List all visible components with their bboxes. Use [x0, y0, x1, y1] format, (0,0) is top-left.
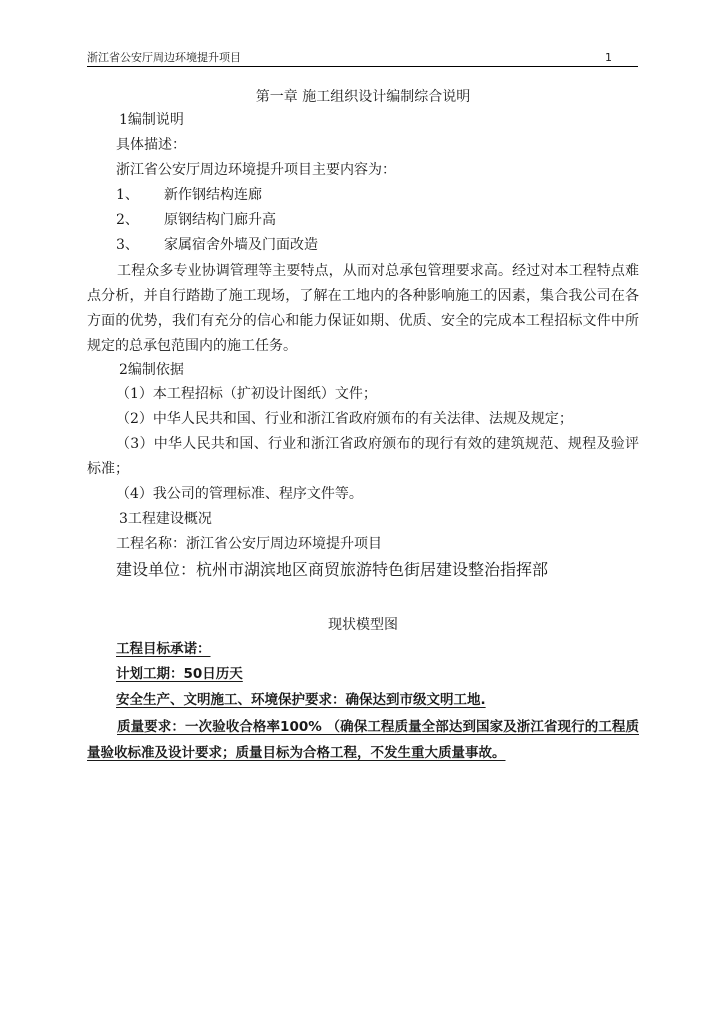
page-header	[87, 52, 638, 67]
schedule-commitment: 计划工期：50日历天	[116, 666, 243, 682]
basis-item: （4）我公司的管理标准、程序文件等。	[116, 486, 363, 502]
project-features-paragraph: 工程众多专业协调管理等主要特点，从而对总承包管理要求高。经过对本工程特点难点分析，并自行踏勘了施工现场，了解在工地内的各种影响施工的因素，集合我公司在各方面的优势，我们有充分的信心和能力保证如期、优质、安全的完成本工程招标文件中所规定的总承包范围内的施工任务。	[87, 263, 639, 354]
intro-label: 具体描述：	[116, 137, 186, 153]
header-title: 浙江省公安厅周边环境提升项目	[87, 51, 241, 64]
list-item-text: 家属宿舍外墙及门面改造	[164, 237, 318, 253]
list-item-number: 1、	[116, 187, 139, 203]
section1-heading: 1编制说明	[119, 112, 184, 128]
quality-commitment: 质量要求：一次验收合格率100% （确保工程质量全部达到国家及浙江省现行的工程质量验收标准及设计要求；质量目标为合格工程，不发生重大质量事故。	[87, 719, 639, 761]
commitments-heading: 工程目标承诺：	[116, 641, 211, 657]
section3-heading: 3工程建设概况	[119, 511, 212, 527]
basis-item: （2）中华人民共和国、行业和浙江省政府颁布的有关法律、法规及规定；	[116, 411, 573, 427]
basis-item: （3）中华人民共和国、行业和浙江省政府颁布的现行有效的建筑规范、规程及验评标准；	[87, 436, 639, 477]
list-item-number: 2、	[116, 212, 139, 228]
content-intro: 浙江省公安厅周边环境提升项目主要内容为：	[116, 162, 396, 178]
list-item-number: 3、	[116, 237, 139, 253]
figure-caption: 现状模型图	[328, 617, 398, 633]
list-item	[116, 209, 668, 231]
chapter-title: 第一章 施工组织设计编制综合说明	[255, 89, 471, 105]
basis-item: （1）本工程招标（扩初设计图纸）文件；	[116, 386, 377, 402]
list-item	[116, 184, 668, 206]
safety-commitment: 安全生产、文明施工、环境保护要求：确保达到市级文明工地.	[116, 692, 486, 708]
list-item-text: 新作钢结构连廊	[164, 187, 262, 203]
construction-unit: 建设单位：杭州市湖滨地区商贸旅游特色街居建设整治指挥部	[116, 560, 549, 579]
project-name: 工程名称：浙江省公安厅周边环境提升项目	[116, 536, 382, 552]
list-item	[116, 234, 668, 256]
list-item-text: 原钢结构门廊升高	[164, 212, 276, 228]
section2-heading: 2编制依据	[119, 362, 184, 378]
page-number: 1	[605, 51, 612, 64]
